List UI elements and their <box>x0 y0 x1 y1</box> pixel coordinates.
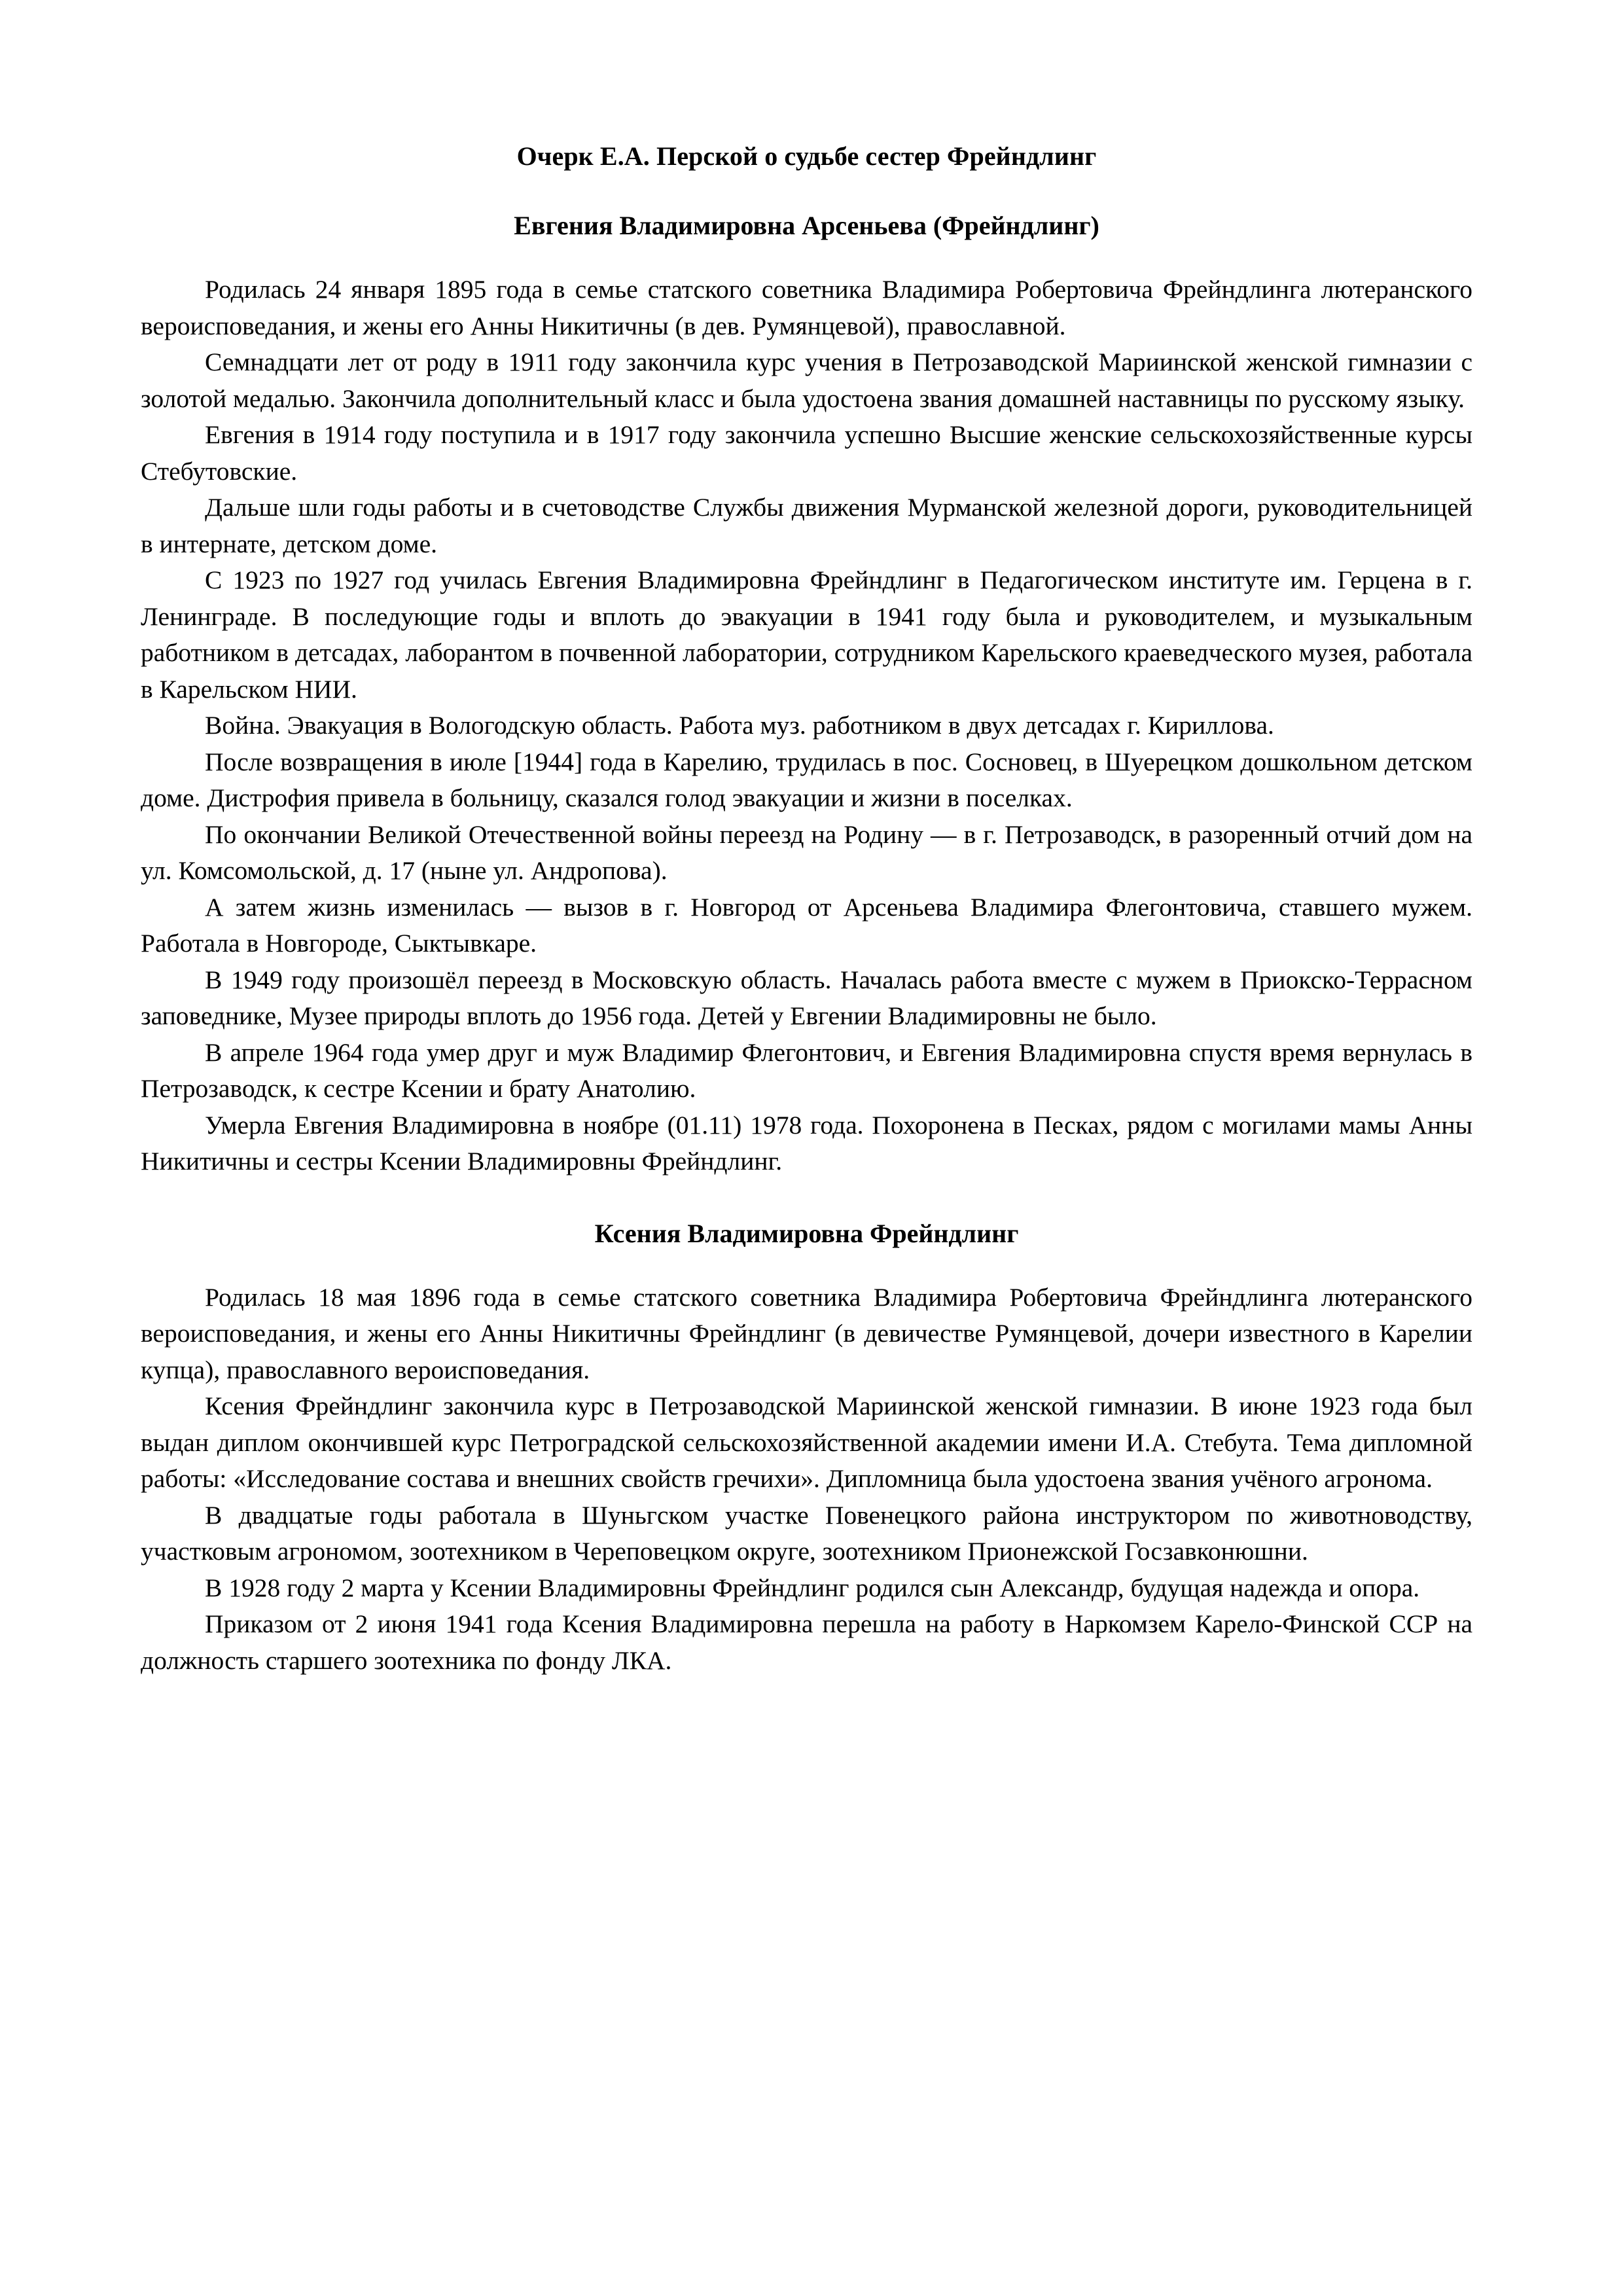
paragraph: Дальше шли годы работы и в счетоводстве Службы движения Мурманской железной дороги, руководительницей в интернате, детском доме. <box>141 493 1472 558</box>
paragraph: Приказом от 2 июня 1941 года Ксения Владимировна перешла на работу в Наркомзем Карело-Финской ССР на должность старшего зоотехника по фонду ЛКА. <box>141 1609 1472 1675</box>
paragraph: Умерла Евгения Владимировна в ноябре (01.11) 1978 года. Похоронена в Песках, рядом с могилами мамы Анны Никитичны и сестры Ксении Владимировны Фрейндлинг. <box>141 1110 1472 1175</box>
paragraph: По окончании Великой Отечественной войны переезд на Родину — в г. Петрозаводск, в разоренный отчий дом на ул. Комсомольской, д. 17 (ныне ул. Андропова). <box>141 819 1472 885</box>
paragraph: Ксения Фрейндлинг закончила курс в Петрозаводской Мариинской женской гимназии. В июне 1923 года был выдан диплом окончившей курс Петроградской сельскохозяйственной академии имени И.А. Стебута. Тема дипломной работы: «Исследование состава и внешних свойств гречихи». Дипломница была удостоена звания учёного агронома. <box>141 1391 1472 1493</box>
paragraph: Семнадцати лет от роду в 1911 году закончила курс учения в Петрозаводской Мариинской женской гимназии с золотой медалью. Закончила дополнительный класс и была удостоена звания домашней наставницы по русскому языку. <box>141 348 1472 413</box>
paragraph: В 1949 году произошёл переезд в Московскую область. Началась работа вместе с мужем в Приокско-Террасном заповеднике, Музее природы вплоть до 1956 года. Детей у Евгении Владимировны не было. <box>141 965 1472 1030</box>
paragraph: После возвращения в июле [1944] года в Карелию, трудилась в пос. Сосновец, в Шуерецком дошкольном детском доме. Дистрофия привела в больницу, сказался голод эвакуации и жизни в поселках. <box>141 747 1472 812</box>
paragraph: А затем жизнь изменилась — вызов в г. Новгород от Арсеньева Владимира Флегонтовича, ставшего мужем. Работала в Новгороде, Сыктывкаре. <box>141 892 1472 958</box>
paragraph: Родилась 24 января 1895 года в семье статского советника Владимира Робертовича Фрейндлинга лютеранского вероисповедания, и жены его Анны Никитичны (в дев. Румянцевой), православной. <box>141 275 1472 340</box>
paragraph: В 1928 году 2 марта у Ксении Владимировны Фрейндлинг родился сын Александр, будущая надежда и опора. <box>205 1573 1420 1602</box>
paragraph: Война. Эвакуация в Вологодскую область. Работа муз. работником в двух детсадах г. Кириллова. <box>205 711 1274 740</box>
paragraph: В апреле 1964 года умер друг и муж Владимир Флегонтович, и Евгения Владимировна спустя время вернулась в Петрозаводск, к сестре Ксении и брату Анатолию. <box>141 1037 1472 1103</box>
paragraph: Родилась 18 мая 1896 года в семье статского советника Владимира Робертовича Фрейндлинга лютеранского вероисповедания, и жены его Анны Никитичны Фрейндлинг (в девичестве Румянцевой, дочери известного в Карелии купца), православного вероисповедания. <box>141 1282 1472 1384</box>
page-title: Очерк Е.А. Перской о судьбе сестер Фрейндлинг <box>516 141 1097 171</box>
paragraph: С 1923 по 1927 год училась Евгения Владимировна Фрейндлинг в Педагогическом институте им. Герцена в г. Ленинграде. В последующие годы и вплоть до эвакуации в 1941 году была и руководителем, и музыкальным работником в детсадах, лаборантом в почвенной лаборатории, сотрудником Карельского краеведческого музея, работала в Карельском НИИ. <box>141 565 1472 704</box>
paragraph: Евгения в 1914 году поступила и в 1917 году закончила успешно Высшие женские сельскохозяйственные курсы Стебутовские. <box>141 420 1472 486</box>
paragraph: В двадцатые годы работала в Шуньгском участке Повенецкого района инструктором по животноводству, участковым агрономом, зоотехником в Череповецком округе, зоотехником Прионежской Госзавконюшни. <box>141 1500 1472 1566</box>
section-heading-evgeniya: Евгения Владимировна Арсеньева (Фрейндлинг) <box>514 211 1099 240</box>
section-heading-kseniya: Ксения Владимировна Фрейндлинг <box>594 1218 1019 1248</box>
